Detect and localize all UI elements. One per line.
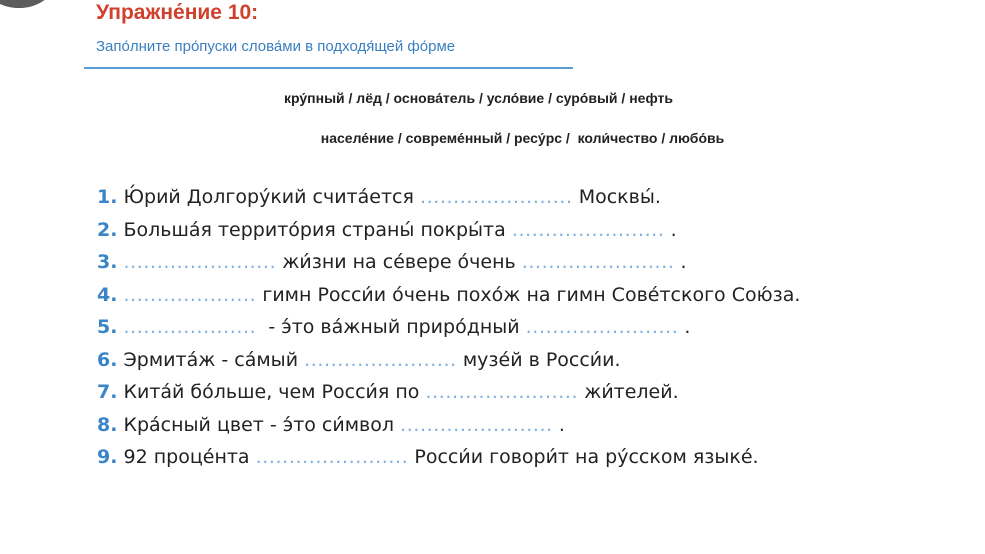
exercise-item-8 bbox=[97, 409, 800, 442]
item-text: . bbox=[678, 316, 691, 338]
item-text: . bbox=[552, 413, 565, 436]
item-number: 9. bbox=[97, 446, 118, 468]
exercise-item-2 bbox=[97, 214, 800, 247]
item-number: 7. bbox=[97, 381, 118, 403]
item-text: Эрмита́ж - са́мый bbox=[117, 348, 305, 371]
item-number: 2. bbox=[97, 218, 118, 241]
item-text: Кра́сный цвет - э́то си́мвол bbox=[117, 413, 401, 436]
answer-blank[interactable]: ....................... bbox=[525, 316, 679, 338]
exercise-instructions: Запо́лните про́пуски слова́ми в подходя́щей фо́рме bbox=[96, 38, 456, 55]
answer-blank[interactable]: ....................... bbox=[304, 348, 457, 371]
exercise-title: Упражне́ние 10: bbox=[96, 1, 259, 24]
exercise-item-5 bbox=[97, 311, 800, 344]
item-text: музе́й в Росси́и. bbox=[456, 348, 621, 371]
exercise-item-4 bbox=[97, 279, 800, 312]
item-number: 4. bbox=[97, 283, 118, 306]
word-bank-line-1: кру́пный / лёд / основа́тель / усло́вие / суро́вый / нефть bbox=[284, 90, 673, 106]
word-bank-line-2: населе́ние / совреме́нный / ресу́рс / коли́чество / любо́вь bbox=[320, 130, 725, 146]
exercise-item-6 bbox=[97, 344, 800, 377]
item-text: 92 проце́нта bbox=[117, 446, 256, 468]
item-text: жи́зни на се́вере о́чень bbox=[276, 251, 522, 273]
exercise-item-3 bbox=[97, 246, 800, 279]
answer-blank[interactable]: ....................... bbox=[425, 381, 579, 403]
item-text: жи́телей. bbox=[578, 381, 679, 403]
item-text: Больша́я террито́рия страны́ покры́та bbox=[117, 218, 512, 241]
item-text: Ю́рий Долгору́кий счита́ется bbox=[117, 186, 420, 208]
answer-blank[interactable]: ....................... bbox=[511, 218, 665, 241]
item-text: . bbox=[664, 218, 677, 241]
answer-blank[interactable]: ....................... bbox=[419, 186, 573, 208]
item-number: 3. bbox=[97, 251, 118, 273]
answer-blank[interactable]: ....................... bbox=[255, 446, 409, 468]
exercise-item-7 bbox=[97, 376, 800, 409]
exercise-item-9 bbox=[97, 441, 800, 474]
instructions-underline bbox=[84, 67, 573, 69]
item-number: 8. bbox=[97, 413, 118, 436]
item-text: Москвы́. bbox=[572, 186, 661, 208]
item-number: 5. bbox=[97, 316, 118, 338]
item-number: 6. bbox=[97, 348, 118, 371]
item-text: Кита́й бо́льше, чем Росси́я по bbox=[117, 381, 426, 403]
item-text: Росси́и говори́т на ру́сском языке́. bbox=[408, 446, 759, 468]
answer-blank[interactable]: ....................... bbox=[400, 413, 553, 436]
exercise-list bbox=[97, 181, 800, 474]
item-text: гимн Росси́и о́чень похо́ж на гимн Сове́тского Сою́за. bbox=[256, 283, 801, 306]
item-text: . bbox=[674, 251, 687, 273]
item-number: 1. bbox=[97, 186, 118, 208]
exercise-item-1 bbox=[97, 181, 800, 214]
decorative-corner-shape bbox=[0, 0, 52, 8]
answer-blank[interactable]: ....................... bbox=[521, 251, 675, 273]
answer-blank[interactable]: .................... bbox=[123, 283, 257, 306]
item-text: - э́то ва́жный приро́дный bbox=[256, 316, 526, 338]
answer-blank[interactable]: .................... bbox=[123, 316, 257, 338]
answer-blank[interactable]: ....................... bbox=[123, 251, 277, 273]
